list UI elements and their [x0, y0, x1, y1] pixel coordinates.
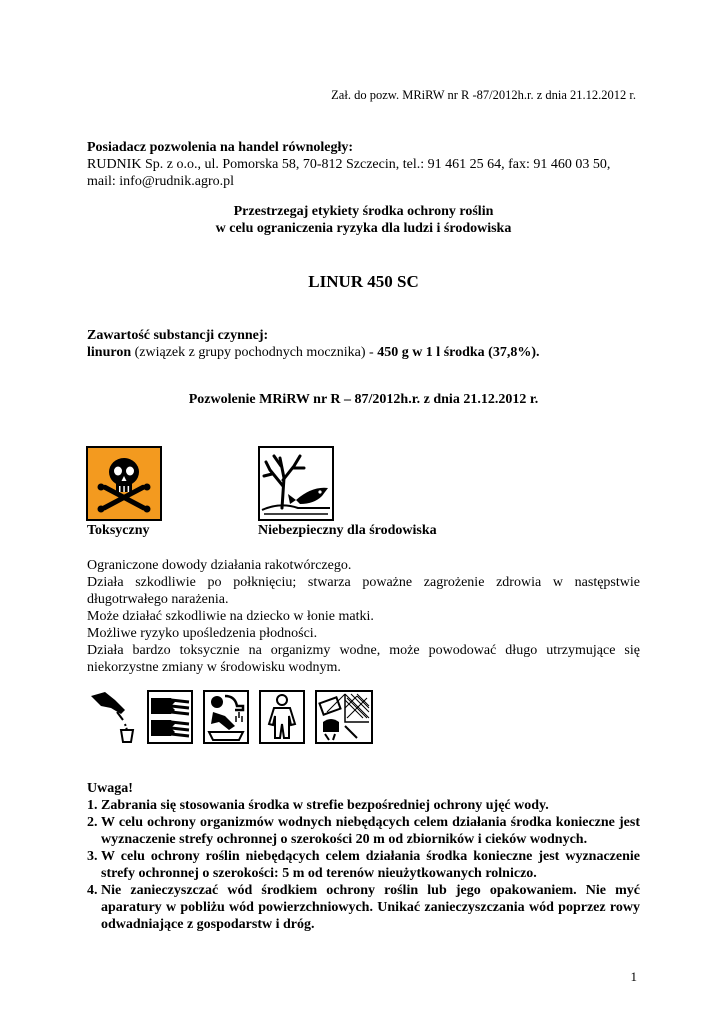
hazard-statement: Działa szkodliwie po połknięciu; stwarza poważne zagrożenie zdrowia w następstwie długotrwałego narażenia. [87, 575, 640, 607]
notice-item [87, 814, 640, 848]
protective-suit-icon [259, 690, 305, 744]
hazard-statement: Może działać szkodliwie na dziecko w łonie matki. [87, 609, 374, 624]
substance-name: linuron [87, 345, 132, 360]
substance-line [87, 344, 640, 361]
holder-email: mail: info@rudnik.agro.pl [87, 174, 235, 189]
dead-tree-fish-icon [258, 446, 334, 521]
substance-description: (związek z grupy pochodnych mocznika) - [131, 345, 378, 360]
keep-from-animals-icon [315, 690, 373, 744]
holder-heading: Posiadacz pozwolenia na handel równoległy: [87, 140, 354, 155]
hazard-statement: Działa bardzo toksycznie na organizmy wodne, może powodować długo utrzymujące się niekorzystne zmiany w środowisku wodnym. [87, 643, 640, 675]
notice-item [87, 797, 640, 814]
hazard-statement: Ograniczone dowody działania rakotwórczego. [87, 558, 352, 573]
notice-block [87, 780, 640, 933]
permit-holder-block [87, 139, 640, 190]
notice-item-number: 3. [87, 849, 98, 864]
safety-pictograms [87, 690, 377, 745]
hazard-statements [87, 557, 640, 676]
notice-item-number: 1. [87, 798, 98, 813]
page-number: 1 [630, 969, 637, 984]
notice-item-number: 4. [87, 883, 98, 898]
notice-item [87, 882, 640, 933]
permit-number: Pozwolenie MRiRW nr R – 87/2012h.r. z dnia 21.12.2012 r. [188, 392, 539, 407]
gloves-icon [147, 690, 193, 744]
holder-address: RUDNIK Sp. z o.o., ul. Pomorska 58, 70-812 Szczecin, tel.: 91 461 25 64, fax: 91 460 03 50, [87, 157, 611, 172]
hand-pouring-icon [87, 690, 137, 744]
active-substance-block [87, 327, 640, 361]
environment-label: Niebezpieczny dla środowiska [258, 523, 437, 538]
skull-crossbones-icon [86, 446, 162, 521]
label-warning-line2: w celu ograniczenia ryzyka dla ludzi i środowiska [215, 221, 512, 236]
notice-heading: Uwaga! [87, 781, 133, 796]
notice-item-number: 2. [87, 815, 98, 830]
notice-item-text: W celu ochrony organizmów wodnych niebędących celem działania środka konieczne jest wyznaczenie strefy ochronnej o szerokości 20 m od zbiorników i cieków wodnych. [101, 815, 640, 847]
wash-hands-icon [203, 690, 249, 744]
product-name: LINUR 450 SC [308, 272, 419, 291]
notice-item [87, 848, 640, 882]
label-warning-line1: Przestrzegaj etykiety środka ochrony roślin [233, 204, 494, 219]
substance-heading: Zawartość substancji czynnej: [87, 328, 269, 343]
document-reference: Zał. do pozw. MRiRW nr R -87/2012h.r. z dnia 21.12.2012 r. [331, 88, 636, 102]
toxic-label: Toksyczny [87, 523, 150, 538]
hazard-statement: Możliwe ryzyko upośledzenia płodności. [87, 626, 318, 641]
notice-item-text: W celu ochrony roślin niebędących celem działania środka konieczne jest wyznaczenie strefy ochronnej o szerokości: 5 m od terenów nieużytkowanych rolniczo. [101, 849, 640, 881]
substance-amount: 450 g w 1 l środka (37,8%). [377, 345, 540, 360]
notice-item-text: Zabrania się stosowania środka w strefie bezpośredniej ochrony ujęć wody. [101, 798, 549, 813]
notice-item-text: Nie zanieczyszczać wód środkiem ochrony roślin lub jego opakowaniem. Nie myć aparatury w pobliżu wód powierzchniowych. Unikać zanieczyszczania wód poprzez rowy odwadniające z gospodarstw i dróg. [101, 883, 640, 932]
